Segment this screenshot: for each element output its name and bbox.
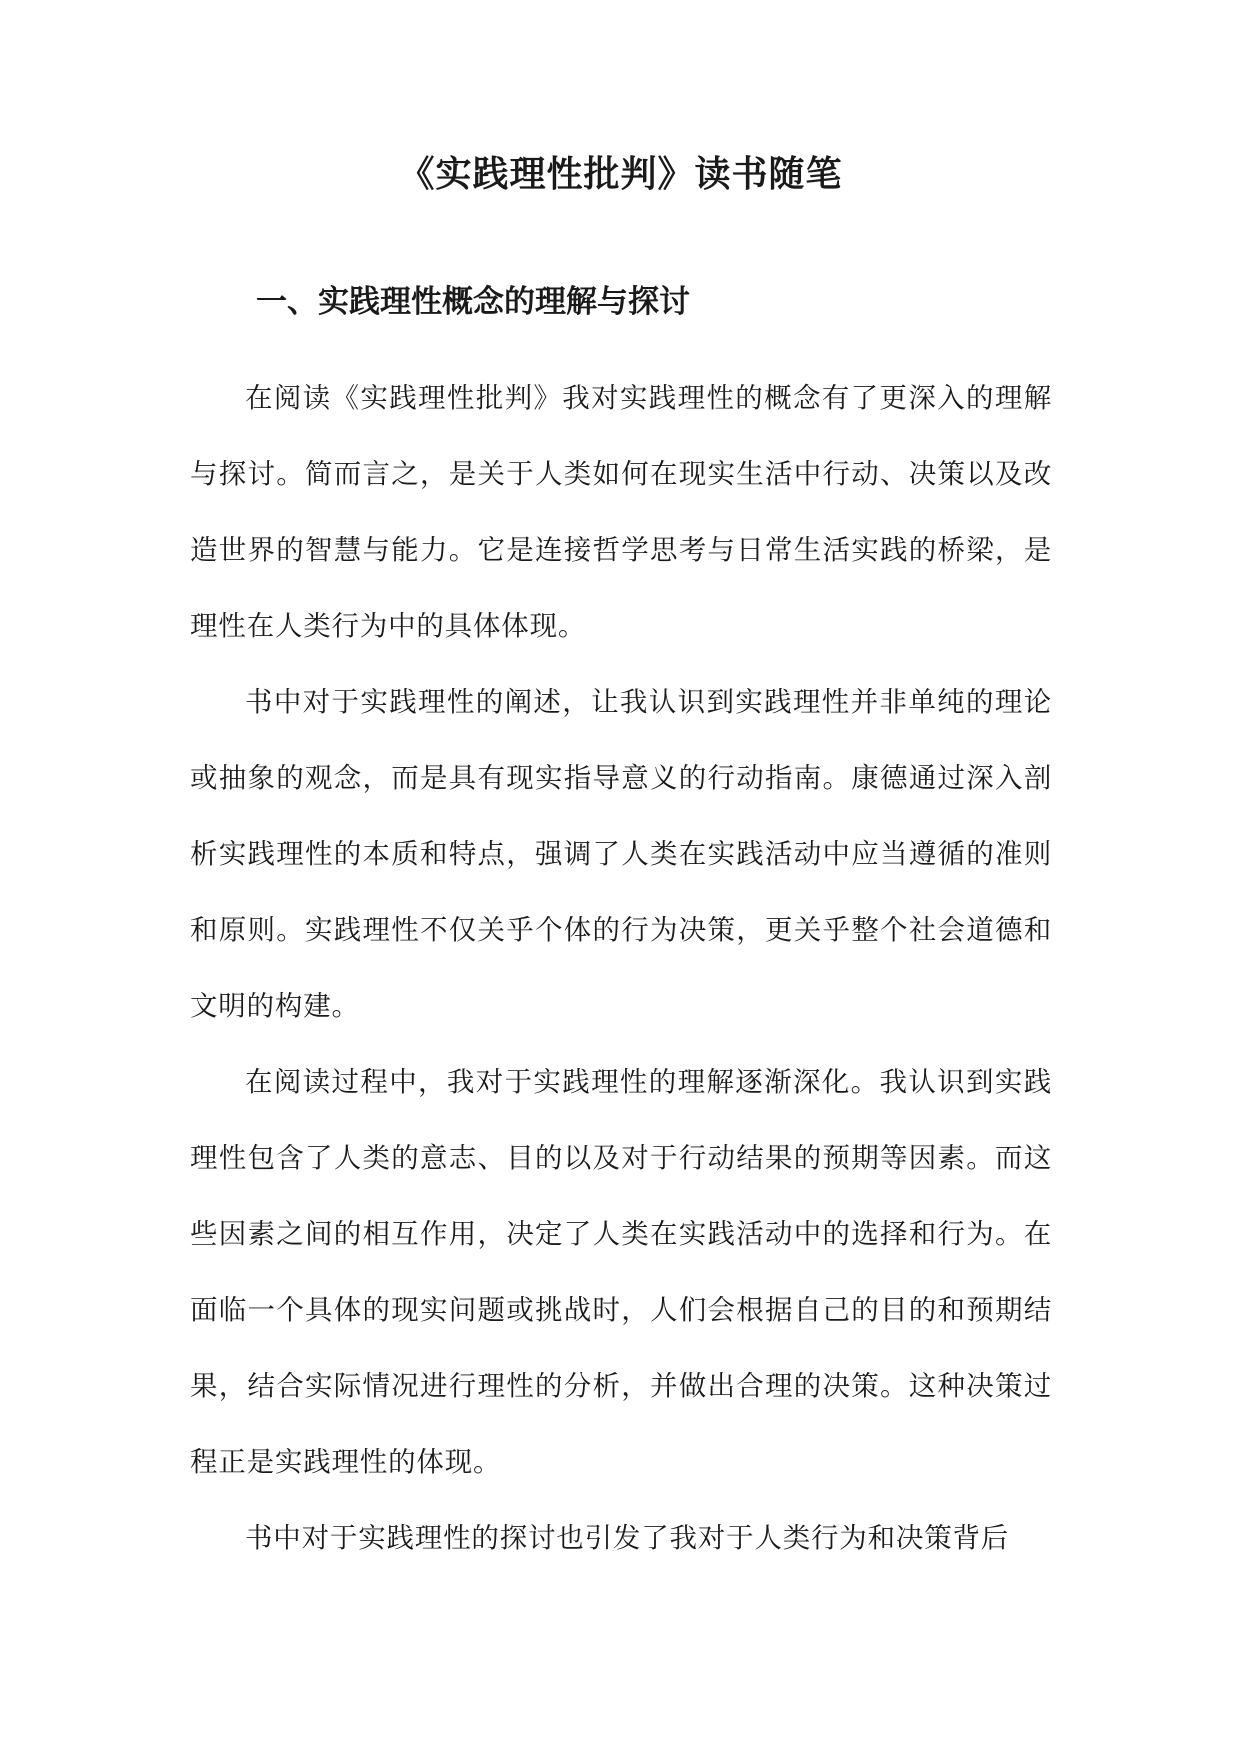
paragraph-2: 书中对于实践理性的阐述，让我认识到实践理性并非单纯的理论或抽象的观念，而是具有现实指导意义的行动指南。康德通过深入剖析实践理性的本质和特点，强调了人类在实践活动中应当遵循的准则和原则。实践理性不仅关乎个体的行为决策，更关乎整个社会道德和文明的构建。 — [190, 686, 1052, 1022]
section-heading: 一、实践理性概念的理解与探讨 — [256, 284, 690, 320]
paragraph-3: 在阅读过程中，我对于实践理性的理解逐渐深化。我认识到实践理性包含了人类的意志、目的以及对于行动结果的预期等因素。而这些因素之间的相互作用，决定了人类在实践活动中的选择和行为。在面临一个具体的现实问题或挑战时，人们会根据自己的目的和预期结果，结合实际情况进行理性的分析，并做出合理的决策。这种决策过程正是实践理性的体现。 — [190, 1066, 1052, 1478]
document-title: 《实践理性批判》读书随笔 — [398, 154, 843, 195]
paragraph-4: 书中对于实践理性的探讨也引发了我对于人类行为和决策背后 — [245, 1522, 1010, 1554]
body-text — [190, 360, 1052, 1576]
paragraph-1: 在阅读《实践理性批判》我对实践理性的概念有了更深入的理解与探讨。简而言之，是关于人类如何在现实生活中行动、决策以及改造世界的智慧与能力。它是连接哲学思考与日常生活实践的桥梁，是理性在人类行为中的具体体现。 — [190, 382, 1052, 642]
